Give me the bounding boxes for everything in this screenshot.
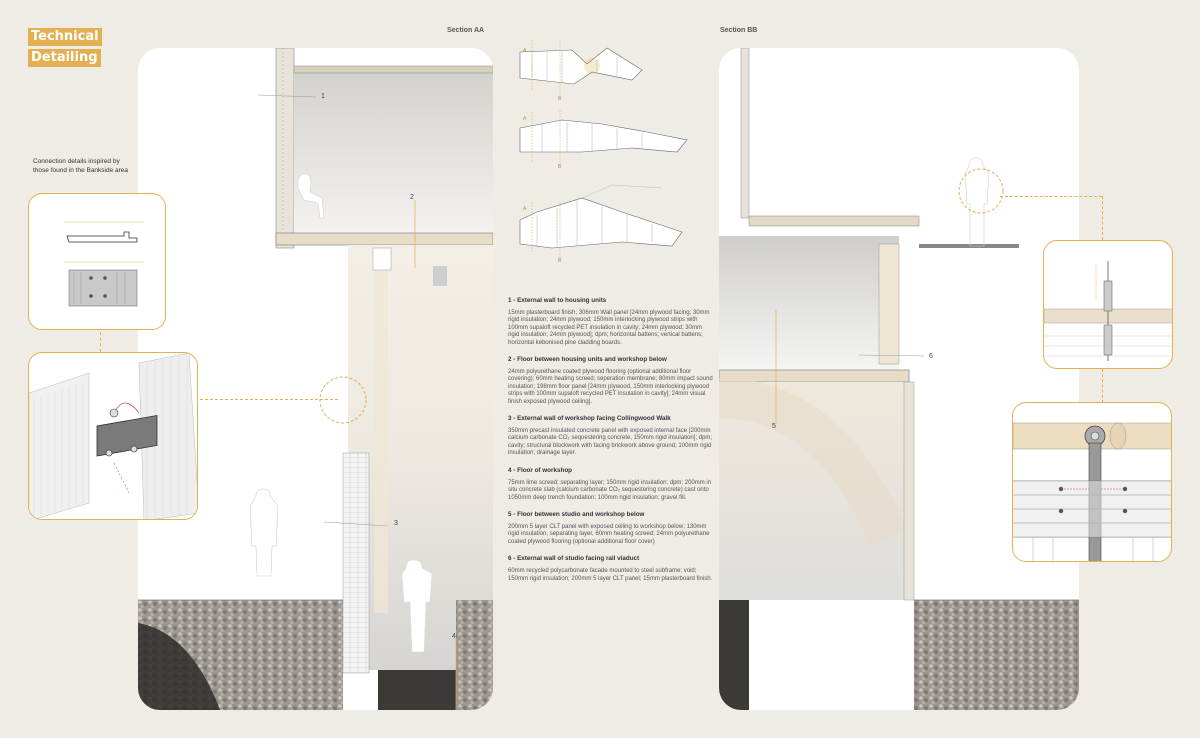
spec-item-5 (508, 511, 713, 546)
callout-2: 2 (410, 194, 414, 201)
hanger-axo-drawing (1013, 403, 1172, 562)
spec-body: 350mm precast insulated concrete panel with exposed internal face [200mm calcium carbonate CO₂ sequestering concrete, 150mm rigid insulation]; dpm; cavity; structural blockwork with facing brickwork above ground; 100mm rigid insulation; drainage layer. (508, 428, 713, 457)
plan3-label-a: A (523, 206, 527, 212)
hanger-axo-detail-box (1012, 402, 1172, 562)
callout-3: 3 (394, 520, 398, 527)
spec-body: 200mm 5 layer CLT panel with exposed ceiling to workshop below; 130mm rigid insulation, separating layer, 60mm heating screed; 24mm polyurethane coated plywood flooring (optional additional floor cover) (508, 523, 710, 545)
spec-heading: 3 - External wall of workshop facing Collingwood Walk (508, 415, 671, 423)
callout-1: 1 (321, 93, 325, 100)
title-technical: Technical (28, 28, 102, 46)
spec-list (508, 297, 713, 592)
wall-connection-detail-box (28, 352, 198, 520)
spec-item-4 (508, 467, 713, 502)
callout-6: 6 (929, 353, 933, 360)
connector-line (1000, 196, 1102, 197)
connector-line (100, 332, 101, 352)
hanger-detail-drawing (1044, 241, 1173, 369)
spec-body: 75mm lime screed; separating layer; 150mm rigid insulation; dpm; 200mm in situ concrete slab (calcium carbonate CO₂ sequestering concrete) cast onto 1050mm deep trench foundation; 100mm rigid insulation; gravel fill. (508, 479, 712, 501)
callout-5: 5 (772, 423, 776, 430)
spec-body: 60mm recycled polycarbonate facade mounted to steel subframe; void; 150mm rigid insulation; 200mm 5 layer CLT panel; 15mm plasterboard finish. (508, 568, 713, 582)
hanger-detail-box (1043, 240, 1173, 369)
spec-item-1 (508, 297, 713, 347)
spec-item-2 (508, 356, 713, 406)
plan1-label-a: A (523, 48, 527, 54)
floor-plans (512, 40, 712, 270)
plan2-label-a: A (523, 116, 527, 122)
spec-item-6 (508, 555, 713, 583)
callout-4: 4 (452, 633, 456, 640)
wall-connection-drawing (29, 353, 198, 520)
spec-item-3 (508, 415, 713, 458)
spec-heading: 5 - Floor between studio and workshop below (508, 510, 645, 518)
title-detailing: Detailing (28, 49, 101, 67)
connector-line (200, 399, 338, 400)
profile-detail-box (28, 193, 166, 330)
spec-heading: 4 - Floor of workshop (508, 466, 573, 474)
connector-line (1102, 369, 1103, 403)
section-bb-drawing (719, 48, 1079, 710)
plan1-label-b: B (558, 96, 562, 102)
spec-heading: 6 - External wall of studio facing rail viaduct (508, 555, 640, 563)
spec-heading: 1 - External wall to housing units (508, 297, 607, 304)
spec-body: 24mm polyurethane coated plywood flooring (optional additional floor covering); 60mm heating screed; seperation membrane; 80mm impact sound insulation; 198mm floor panel [24mm plywood, 150mm interlocking plywood strips with 100mm supaloft recycled PET insulation in cavity]; 24mm visual finish exposed plywood ceiling]. (508, 369, 713, 405)
plan2-label-b: B (558, 164, 562, 170)
section-aa-heading: Section AA (447, 27, 485, 34)
spec-body: 15mm plasterboard finish; 306mm Wall panel [24mm plywood facing; 30mm rigid insulation; 24mm plywood; 150mm interlocking plywood strips with 100mm supaloft recycled PET insulation in cavity; 24mm plywood; 30mm rigid insulation; 24mm plywood]; dpm; horizontal battens; vertical battens; horizontal kebonised pine cladding boards. (508, 310, 710, 346)
profile-detail-drawing (29, 194, 166, 330)
plan3-label-b: B (558, 258, 562, 264)
connection-note: Connection details inspired by those found in the Bankside area (33, 158, 129, 174)
spec-heading: 2 - Floor between housing units and workshop below (508, 356, 667, 364)
section-bb-heading: Section BB (720, 27, 758, 34)
section-bb-panel (719, 48, 1079, 710)
connector-line (1102, 196, 1103, 240)
